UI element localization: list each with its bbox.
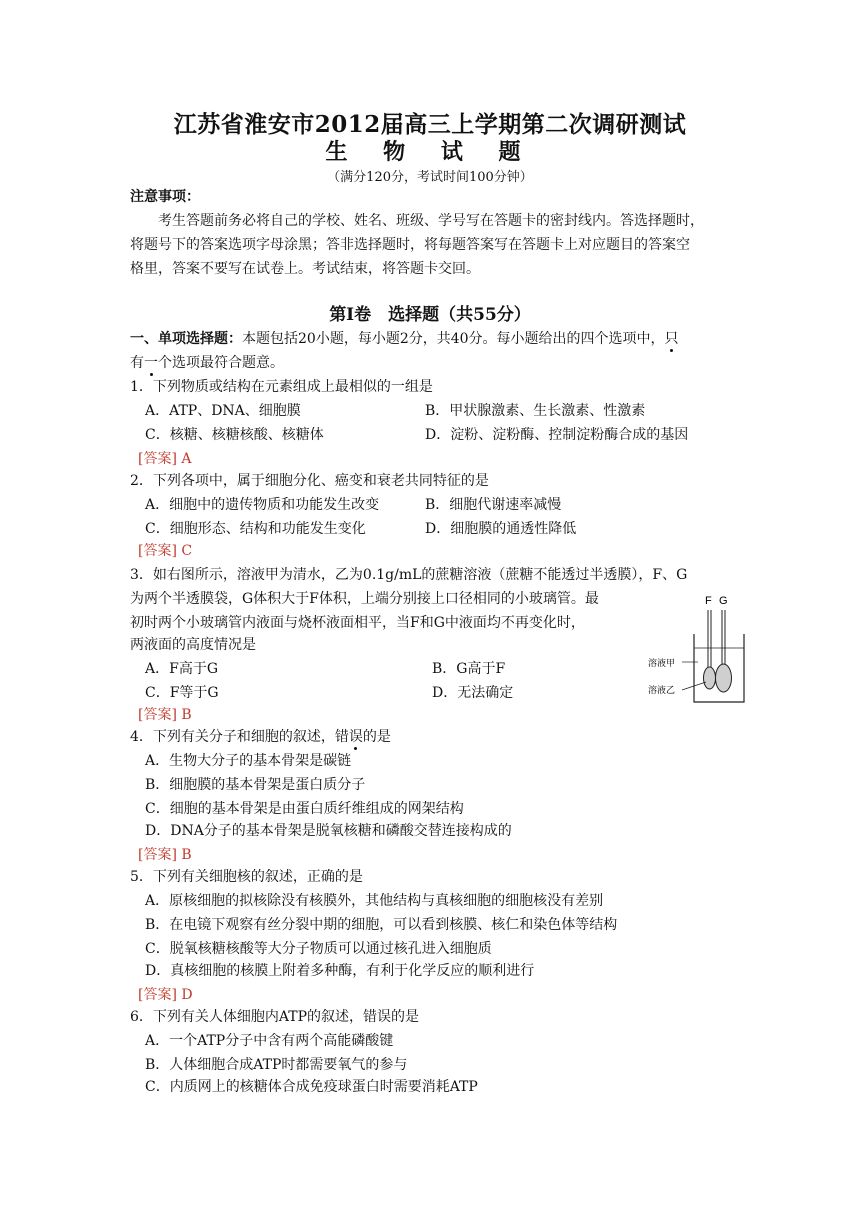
q3-stem-2: 为两个半透膜袋，G体积大于F体积，上端分别接上口径相同的小玻璃管。最 <box>130 591 599 607</box>
q3-stem-4: 两液面的高度情况是 <box>130 637 256 653</box>
section-intro-emph: 只 <box>664 331 679 347</box>
q5-answer: [答案] D <box>138 987 193 1003</box>
label-g: G <box>719 595 728 607</box>
label-f: F <box>705 595 712 607</box>
bag-f <box>704 667 716 689</box>
label-solution-b: 溶液乙 <box>648 686 676 696</box>
bag-g <box>716 664 732 692</box>
q3-stem-3: 初时两个小玻璃管内液面与烧杯液面相平，当F和G中液面均不再变化时， <box>130 615 585 631</box>
section-title: 第Ⅰ卷 选择题（共55分） <box>329 305 531 325</box>
section-intro <box>130 330 679 348</box>
label-solution-a: 溶液甲 <box>648 659 676 669</box>
q4-stem-emph: 误 <box>348 729 363 745</box>
section-intro2-b: 个选项最符合题意。 <box>158 355 284 371</box>
q4-stem <box>130 728 391 746</box>
exam-meta: （满分120分，考试时间100分钟） <box>327 170 533 185</box>
q6-option-a: A．一个ATP分子中含有两个高能磷酸键 <box>145 1033 394 1049</box>
section-intro-text: 本题包括20小题，每小题2分，共40分。每小题给出的四个选项中， <box>242 331 665 347</box>
q2-answer: [答案] C <box>138 543 193 559</box>
q3-option-b: B．G高于F <box>432 661 506 677</box>
q3-answer: [答案] B <box>138 707 192 723</box>
q4-option-b: B．细胞膜的基本骨架是蛋白质分子 <box>145 777 366 793</box>
q5-option-a: A．原核细胞的拟核除没有核膜外，其他结构与真核细胞的细胞核没有差别 <box>145 893 604 909</box>
q3-option-a: A．F高于G <box>145 661 219 677</box>
section-intro2-emph: 一 <box>144 355 158 371</box>
q4-stem-a: 4．下列有关分子和细胞的叙述，错 <box>130 729 349 745</box>
notice-line-1: 考生答题前务必将自己的学校、姓名、班级、学号写在答题卡的密封线内。答选择题时， <box>158 213 704 229</box>
q1-option-a: A．ATP、DNA、细胞膜 <box>145 403 301 419</box>
q1-stem: 1．下列物质或结构在元素组成上最相似的一组是 <box>130 379 433 395</box>
q1-option-d: D．淀粉、淀粉酶、控制淀粉酶合成的基因 <box>425 427 689 443</box>
q2-option-d: D．细胞膜的通透性降低 <box>425 521 577 537</box>
notice-heading: 注意事项： <box>130 189 200 205</box>
q3-option-d: D．无法确定 <box>432 685 514 701</box>
q5-option-d: D．真核细胞的核膜上附着多种酶，有利于化学反应的顺利进行 <box>145 963 535 979</box>
q5-option-c: C．脱氧核糖核酸等大分子物质可以通过核孔进入细胞质 <box>145 941 492 957</box>
notice-line-3: 格里，答案不要写在试卷上。考试结束，将答题卡交回。 <box>130 261 480 277</box>
osmosis-diagram <box>648 590 748 710</box>
q2-stem: 2．下列各项中，属于细胞分化、癌变和衰老共同特征的是 <box>130 473 489 489</box>
section-intro-2 <box>130 354 284 372</box>
q4-stem-b: 的是 <box>362 729 391 745</box>
q3-stem-1: 3．如右图所示，溶液甲为清水，乙为0.1g/mL的蔗糖溶液（蔗糖不能透过半透膜），F、G <box>130 567 688 583</box>
q6-stem: 6．下列有关人体细胞内ATP的叙述，错误的是 <box>130 1009 420 1025</box>
subject-title: 生 物 试 题 <box>325 139 535 165</box>
q2-option-c: C．细胞形态、结构和功能发生变化 <box>145 521 366 537</box>
q2-option-a: A．细胞中的遗传物质和功能发生改变 <box>145 497 380 513</box>
exam-title: 江苏省淮安市2012届高三上学期第二次调研测试 <box>173 111 687 138</box>
section-intro-label: 一、单项选择题： <box>130 331 242 347</box>
q1-option-c: C．核糖、核糖核酸、核糖体 <box>145 427 324 443</box>
q1-answer: [答案] A <box>138 451 192 467</box>
q2-option-b: B．细胞代谢速率减慢 <box>425 497 562 513</box>
q6-option-c: C．内质网上的核糖体合成免疫球蛋白时需要消耗ATP <box>145 1079 478 1095</box>
q4-option-a: A．生物大分子的基本骨架是碳链 <box>145 753 352 769</box>
section-intro2-a: 有 <box>130 355 144 371</box>
q1-option-b: B．甲状腺激素、生长激素、性激素 <box>425 403 646 419</box>
q4-answer: [答案] B <box>138 847 192 863</box>
q3-option-c: C．F等于G <box>145 685 219 701</box>
q4-option-d: D．DNA分子的基本骨架是脱氧核糖和磷酸交替连接构成的 <box>145 823 512 839</box>
q4-option-c: C．细胞的基本骨架是由蛋白质纤维组成的网架结构 <box>145 801 464 817</box>
q6-option-b: B．人体细胞合成ATP时都需要氧气的参与 <box>145 1057 408 1073</box>
notice-line-2: 将题号下的答案选项字母涂黑；答非选择题时，将每题答案写在答题卡上对应题目的答案空 <box>130 237 690 253</box>
q5-stem: 5．下列有关细胞核的叙述，正确的是 <box>130 869 363 885</box>
q5-option-b: B．在电镜下观察有丝分裂中期的细胞，可以看到核膜、核仁和染色体等结构 <box>145 917 618 933</box>
